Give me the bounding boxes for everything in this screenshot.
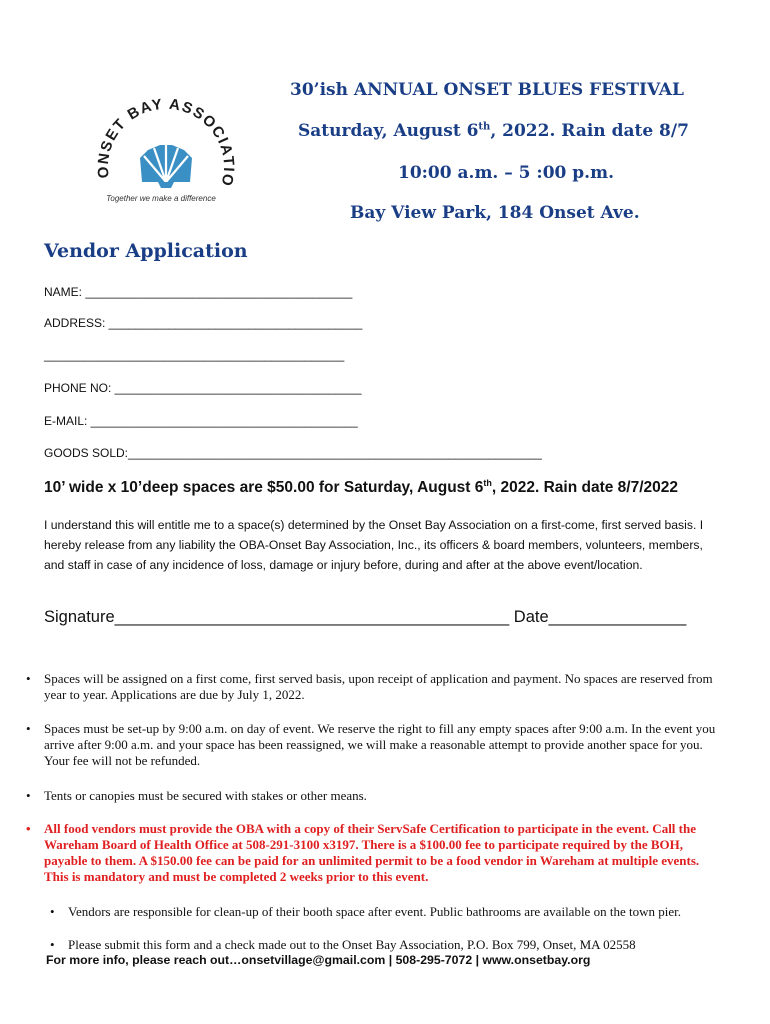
space-fee-line: 10’ wide x 10’deep spaces are $50.00 for Saturday, August 6th, 2022. Rain date 8/7/2022: [44, 478, 678, 497]
name-field[interactable]: NAME: ________________________________________: [44, 285, 353, 299]
shell-logo-icon: [96, 82, 236, 212]
list-item: • Vendors are responsible for clean-up of their booth space after event. Public bathrooms are available on the town pier.: [50, 904, 681, 919]
list-item: • Tents or canopies must be secured with stakes or other means.: [26, 788, 367, 803]
food-vendor-warning: • All food vendors must provide the OBA with a copy of their ServSafe Certification to participate in the event. Call the Wareham Board of Health Office at 508-291-3100 x3197. There is a $100.00 fee to participate required by the BOH, payable to them. A $150.00 fee can be paid for an unlimited permit to be a food vendor in Wareham at multiple events. This is mandatory and must be completed 2 weeks prior to this event.: [26, 821, 700, 884]
festival-title: 30’ish ANNUAL ONSET BLUES FESTIVAL: [290, 80, 684, 100]
festival-location: Bay View Park, 184 Onset Ave.: [350, 203, 640, 223]
phone-field[interactable]: PHONE NO: _____________________________________: [44, 381, 362, 395]
email-field[interactable]: E-MAIL: ________________________________________: [44, 414, 358, 428]
goods-sold-field[interactable]: GOODS SOLD:______________________________________________________________: [44, 446, 542, 460]
festival-date: Saturday, August 6th, 2022. Rain date 8/7: [298, 121, 689, 141]
vendor-application-title: Vendor Application: [44, 240, 248, 262]
list-item: • Spaces will be assigned on a first come, first served basis, upon receipt of application and payment. No spaces are reserved from year to year. Applications are due by July 1, 2022.: [26, 671, 713, 702]
address-field[interactable]: ADDRESS: ______________________________________: [44, 316, 363, 330]
bullet-icon: •: [26, 788, 31, 803]
bullet-icon: •: [26, 671, 31, 686]
bullet-icon: •: [50, 904, 55, 919]
bullet-icon: •: [26, 721, 31, 736]
signature-date-line[interactable]: Signature___________________________________________ Date_______________: [44, 608, 687, 626]
liability-agreement: I understand this will entitle me to a space(s) determined by the Onset Bay Association on a first-come, first served basis. I hereby release from any liability the OBA-Onset Bay Association, Inc., its officers & board members, volunteers, members, and staff in case of any incidence of loss, damage or injury before, during and after at the above event/location.: [44, 518, 704, 572]
logo-tagline: Together we make a difference: [106, 194, 216, 203]
onset-bay-association-logo: [96, 82, 236, 212]
list-item: • Please submit this form and a check made out to the Onset Bay Association, P.O. Box 799, Onset, MA 02558: [50, 937, 636, 952]
contact-footer: For more info, please reach out…onsetvillage@gmail.com | 508-295-7072 | www.onsetbay.org: [46, 953, 591, 967]
address-line2-field[interactable]: _____________________________________________: [44, 348, 345, 362]
list-item: • Spaces must be set-up by 9:00 a.m. on day of event. We reserve the right to fill any empty spaces after 9:00 a.m. In the event you arrive after 9:00 a.m. and your space has been reassigned, we will make a reasonable attempt to provide another space for you. Your fee will not be refunded.: [26, 721, 716, 768]
bullet-icon: •: [26, 821, 31, 836]
festival-time: 10:00 a.m. – 5 :00 p.m.: [398, 163, 614, 183]
logo-org-text: ONSET BAY ASSOCIATIO: [96, 95, 236, 189]
bullet-icon: •: [50, 937, 55, 952]
